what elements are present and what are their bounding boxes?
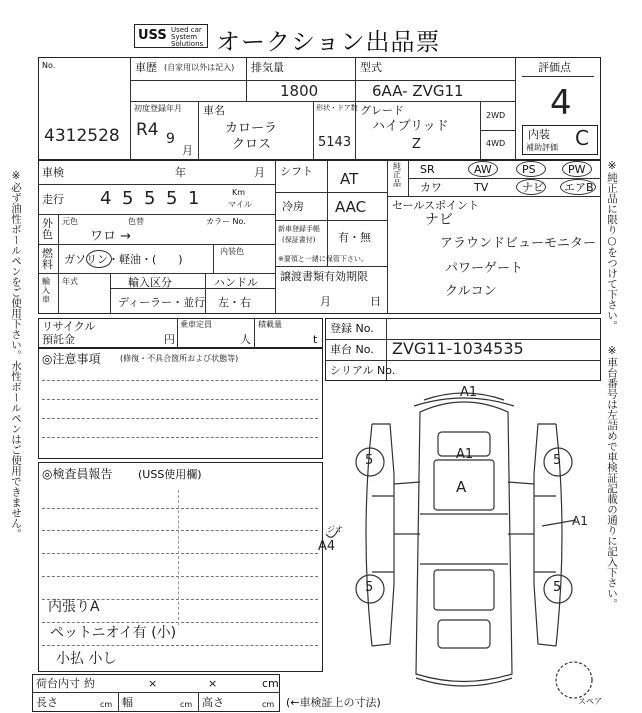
tire-mark: 5 [365, 580, 374, 595]
cargo-height-cm: cm [262, 700, 275, 709]
ac-value: AAC [335, 198, 367, 216]
grade-value1: ハイブリッド [372, 119, 449, 134]
cargo-unit-label: 約 [84, 677, 95, 690]
inspector-note: 内張りA [48, 599, 100, 615]
mileage-digit: 5 [122, 188, 134, 209]
reg-no-label: 登録 No. [330, 322, 374, 335]
tire-mark: 5 [553, 580, 562, 595]
drive-4wd: 4WD [486, 139, 506, 148]
year-type-label: 年式 [62, 277, 78, 286]
option-navi: ナビ [522, 181, 544, 194]
logo-text: USS [138, 28, 167, 43]
option-leather: カワ [420, 181, 442, 194]
shaken-label: 車検 [42, 166, 64, 179]
displacement-label: 排気量 [251, 61, 284, 74]
recycle-label2: 預託金 [42, 333, 75, 346]
side-note-mark: ジオ [327, 525, 343, 534]
cargo-label: 荷台内寸 [36, 677, 80, 690]
genuine-label: 純正品 [393, 162, 401, 188]
recycle-label1: リサイクル [42, 320, 96, 333]
shaken-month: 月 [254, 166, 265, 179]
recycle-yen: 円 [164, 333, 175, 346]
color-value: ワロ → [90, 229, 132, 244]
page-title: オークション出品票 [216, 28, 441, 56]
color-no-label: カラー No. [206, 217, 246, 226]
model-label: 型式 [360, 61, 382, 74]
damage-mark: A4 [318, 539, 336, 554]
mileage-digit: 1 [188, 188, 200, 209]
logo-sub2: System [171, 33, 198, 41]
car-name-value2: クロス [232, 137, 272, 152]
mileage-digits [76, 186, 224, 212]
mileage-digit: 4 [100, 188, 112, 209]
color-sub: 元色 [62, 217, 78, 226]
lot-no-label: No. [42, 61, 56, 70]
sales-line: パワーゲート [445, 261, 524, 276]
fuel-selected-circle [86, 250, 112, 268]
options-grid [412, 162, 600, 196]
first-reg-month-unit: 月 [182, 144, 193, 157]
left-side-note: ※必ず油性ボールペンをご使用下さい。水性ボールペンはご使用できません。 [10, 170, 23, 539]
score-value: 4 [550, 83, 572, 123]
chassis-value: ZVG11-1034535 [392, 339, 524, 358]
shift-label: シフト [280, 165, 313, 178]
sales-label: セールスポイント [392, 199, 480, 212]
doc-month: 月 [320, 295, 331, 308]
first-reg-month: 9 [166, 131, 175, 147]
inspector-note: ペットニオイ有 (小) [50, 625, 177, 641]
cargo-width-cm: cm [180, 700, 193, 709]
load-unit: t [313, 333, 318, 346]
cargo-height-label: 高さ [202, 696, 224, 709]
doors-label: 形状・ドア数 [316, 104, 358, 112]
mileage-digit: 5 [144, 188, 156, 209]
logo-sub3: Solutions [171, 40, 204, 48]
new-manual-sub: (保証書付) [282, 236, 316, 244]
interior-value: C [575, 126, 589, 150]
lot-no-value: 4312528 [44, 126, 120, 146]
option-aw-circle [468, 161, 498, 177]
history-note: (自家用以外は記入) [164, 63, 235, 72]
color-now: 色替 [128, 217, 144, 226]
damage-mark: A1 [460, 385, 478, 400]
cargo-cm: cm [262, 677, 279, 690]
doc-expiry-label: 譲渡書類有効期限 [280, 270, 368, 283]
history-label: 車歴 [135, 61, 157, 74]
interior-label: 内装 [528, 128, 550, 141]
load-label: 積載量 [258, 320, 282, 329]
first-reg-value: R4 [136, 120, 159, 140]
caution-label: ◎注意事項 [42, 352, 101, 366]
option-aw: AW [474, 163, 492, 176]
fuel-label: 燃料 [42, 247, 53, 271]
option-pw: PW [568, 163, 586, 176]
capacity-label: 乗車定員 [180, 320, 212, 329]
displacement-value: 1800 [280, 82, 319, 100]
option-ps-circle [516, 161, 546, 177]
inspector-label: ◎検査員報告 [42, 467, 113, 481]
damage-mark: A1 [456, 447, 474, 462]
score-label: 評価点 [538, 61, 571, 74]
capacity-unit: 人 [240, 333, 251, 346]
inspector-sub: (USS使用欄) [138, 468, 202, 481]
car-diagram [326, 384, 602, 706]
car-name-value1: カローラ [225, 121, 278, 136]
right-side-note-1: ※純正品に限り○をつけて下さい。 [606, 160, 619, 331]
inspector-note: 小払 小し [56, 651, 117, 667]
ac-label: 冷房 [282, 200, 304, 213]
tire-mark: 5 [365, 453, 374, 468]
option-pw-circle [562, 161, 592, 177]
option-navi-circle [516, 179, 546, 195]
mileage-digit: 5 [166, 188, 178, 209]
handle-value: 左・右 [218, 296, 251, 309]
import-cat-label: 輸入区分 [128, 276, 172, 289]
damage-mark: A [456, 478, 467, 496]
drive-2wd: 2WD [486, 111, 506, 120]
option-tv: TV [474, 181, 489, 194]
shaken-year: 年 [175, 166, 186, 179]
sales-line: クルコン [445, 284, 497, 299]
sales-line: アラウンドビューモニター [440, 236, 597, 251]
option-ps: PS [522, 163, 536, 176]
fuel-options: ガソリン・軽油・( ) [64, 253, 183, 266]
uss-logo [134, 24, 208, 48]
cargo-width-label: 幅 [122, 696, 133, 709]
cargo-length-cm: cm [100, 700, 113, 709]
new-manual-label: 新車登録手帳 [278, 225, 320, 233]
cargo-times: × [208, 677, 218, 690]
doors-value: 5143 [318, 135, 352, 150]
option-airbag: エアB [564, 181, 594, 194]
logo-sub1: Used car [171, 26, 202, 34]
import-label: 輸入車 [42, 277, 50, 304]
color-label: 外色 [42, 217, 53, 241]
interior-color-label: 内装色 [220, 247, 244, 256]
new-manual-value: 有・無 [338, 231, 371, 244]
car-name-label: 車名 [203, 104, 225, 117]
right-side-note-2: ※車台番号は左詰めで車検証記載の通りに記入下さい。 [606, 345, 619, 609]
first-reg-label: 初度登録年月 [134, 104, 182, 113]
cargo-length-label: 長さ [36, 696, 58, 709]
mileage-label: 走行 [42, 193, 64, 206]
damage-mark: A1 [572, 514, 588, 528]
cargo-times: × [148, 677, 158, 690]
option-sr: SR [420, 163, 435, 176]
serial-label: シリアル No. [330, 364, 396, 377]
import-cat-value: ディーラー・並行 [118, 296, 206, 309]
interior-sub: 補助評価 [526, 143, 558, 152]
grade-label: グレード [360, 104, 404, 117]
tire-mark: 5 [553, 453, 562, 468]
doc-day: 日 [370, 295, 381, 308]
new-manual-note: ※要領と一緒に保管下さい。 [278, 255, 368, 263]
km-label: Km [232, 188, 246, 197]
caution-sub: (修復・不具合箇所および状態等) [120, 354, 239, 363]
spare-label: スペア [578, 697, 602, 706]
chassis-label: 車台 No. [330, 343, 374, 356]
handle-label: ハンドル [214, 276, 258, 289]
grade-value2: Z [412, 137, 421, 152]
model-value: 6AA- ZVG11 [372, 82, 464, 100]
sales-line: ナビ [425, 212, 453, 228]
option-airbag-circle [560, 179, 596, 195]
mile-label: マイル [228, 200, 252, 209]
cargo-shaken-note: (←車検証上の寸法) [286, 696, 381, 709]
shift-value: AT [340, 170, 359, 188]
